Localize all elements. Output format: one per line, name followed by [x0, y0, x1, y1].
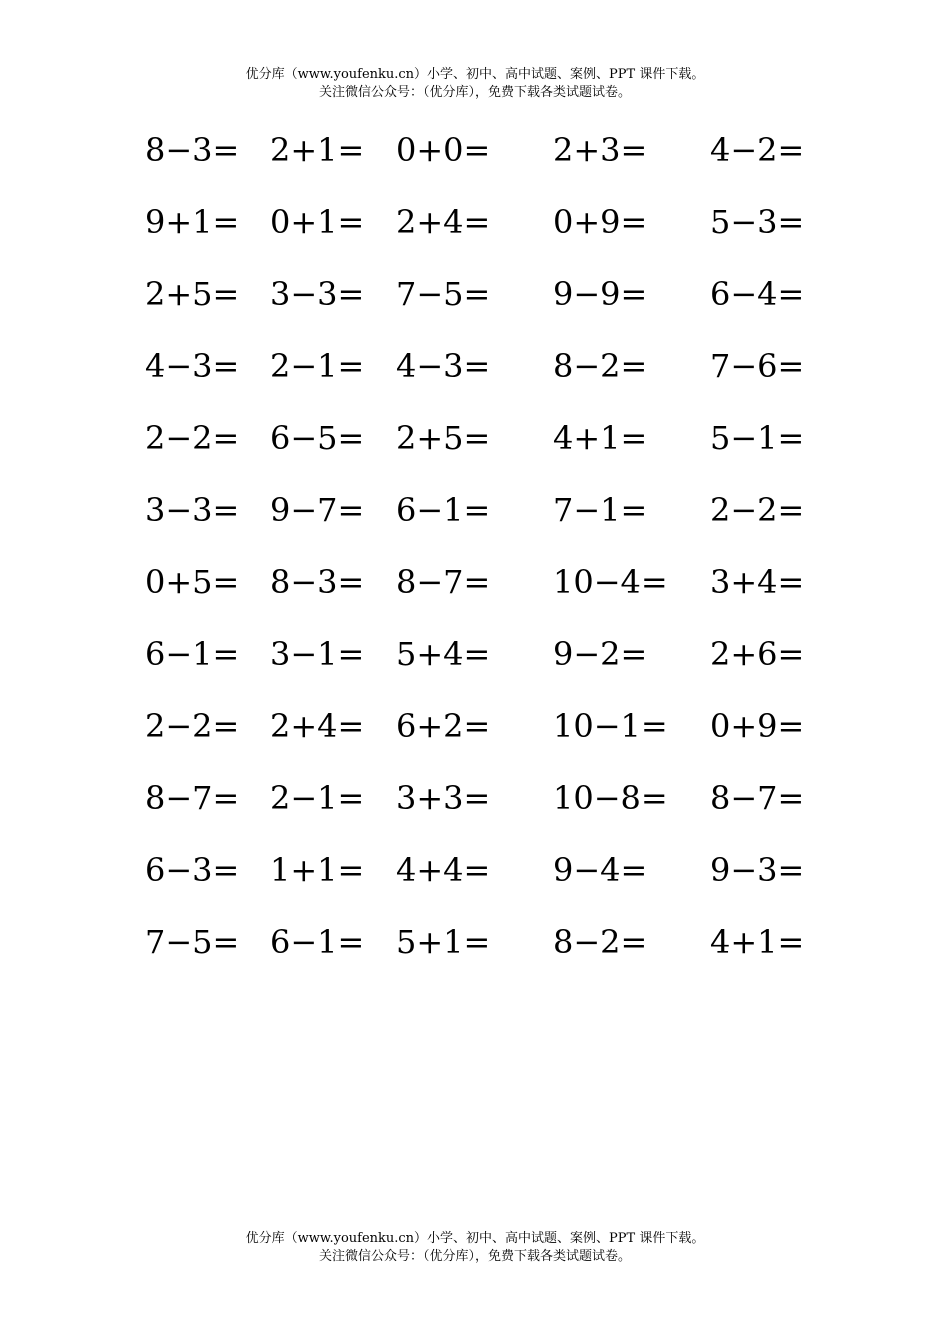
problem: 7−5= [396, 275, 491, 313]
problem: 1+1= [270, 851, 365, 889]
arithmetic-worksheet [0, 128, 950, 992]
problem: 6−1= [270, 923, 365, 961]
problem: 6−4= [710, 275, 805, 313]
problem: 8−3= [145, 131, 240, 169]
problem-row [0, 200, 950, 272]
problem-row [0, 128, 950, 200]
problem: 9−3= [710, 851, 805, 889]
problem: 5+1= [396, 923, 491, 961]
problem: 2+1= [270, 131, 365, 169]
problem: 3+4= [710, 563, 805, 601]
problem: 5−3= [710, 203, 805, 241]
problem: 3−3= [145, 491, 240, 529]
problem: 6+2= [396, 707, 491, 745]
problem: 2−1= [270, 779, 365, 817]
problem: 8−2= [553, 347, 648, 385]
problem-row [0, 704, 950, 776]
problem: 9−2= [553, 635, 648, 673]
problem: 4−2= [710, 131, 805, 169]
problem: 6−1= [145, 635, 240, 673]
problem: 8−3= [270, 563, 365, 601]
problem: 9−9= [553, 275, 648, 313]
problem: 7−1= [553, 491, 648, 529]
problem: 2+3= [553, 131, 648, 169]
problem-row [0, 848, 950, 920]
problem: 4+4= [396, 851, 491, 889]
problem: 7−5= [145, 923, 240, 961]
problem: 8−7= [145, 779, 240, 817]
problem: 3+3= [396, 779, 491, 817]
problem: 0+5= [145, 563, 240, 601]
problem: 10−1= [553, 707, 668, 745]
footer-notice [0, 1230, 950, 1266]
problem: 2+4= [396, 203, 491, 241]
problem: 2−1= [270, 347, 365, 385]
problem: 2+5= [396, 419, 491, 457]
problem-row [0, 416, 950, 488]
problem: 6−3= [145, 851, 240, 889]
problem-row [0, 632, 950, 704]
problem: 3−3= [270, 275, 365, 313]
problem: 7−6= [710, 347, 805, 385]
problem: 9−7= [270, 491, 365, 529]
problem: 8−7= [710, 779, 805, 817]
problem: 2−2= [145, 707, 240, 745]
problem-row [0, 488, 950, 560]
header-notice [0, 66, 950, 102]
problem: 8−7= [396, 563, 491, 601]
problem: 4−3= [145, 347, 240, 385]
problem: 2−2= [710, 491, 805, 529]
problem: 5−1= [710, 419, 805, 457]
problem: 6−5= [270, 419, 365, 457]
footer-line-1: 优分库（www.youfenku.cn）小学、初中、高中试题、案例、PPT 课件下载。 [245, 1231, 705, 1246]
problem: 0+9= [710, 707, 805, 745]
problem-row [0, 344, 950, 416]
problem: 8−2= [553, 923, 648, 961]
header-line-1: 优分库（www.youfenku.cn）小学、初中、高中试题、案例、PPT 课件下载。 [245, 67, 705, 82]
problem: 0+9= [553, 203, 648, 241]
problem: 10−8= [553, 779, 668, 817]
problem-row [0, 560, 950, 632]
problem: 6−1= [396, 491, 491, 529]
problem: 0+1= [270, 203, 365, 241]
problem-row [0, 920, 950, 992]
problem: 10−4= [553, 563, 668, 601]
problem-row [0, 776, 950, 848]
problem: 4+1= [553, 419, 648, 457]
problem: 2−2= [145, 419, 240, 457]
problem: 2+4= [270, 707, 365, 745]
problem: 9−4= [553, 851, 648, 889]
problem: 5+4= [396, 635, 491, 673]
problem: 4+1= [710, 923, 805, 961]
problem: 9+1= [145, 203, 240, 241]
header-line-2: 关注微信公众号：（优分库），免费下载各类试题试卷。 [318, 85, 631, 100]
problem-row [0, 272, 950, 344]
problem: 4−3= [396, 347, 491, 385]
footer-line-2: 关注微信公众号：（优分库），免费下载各类试题试卷。 [318, 1249, 631, 1264]
problem: 3−1= [270, 635, 365, 673]
problem: 0+0= [396, 131, 491, 169]
problem: 2+5= [145, 275, 240, 313]
problem: 2+6= [710, 635, 805, 673]
